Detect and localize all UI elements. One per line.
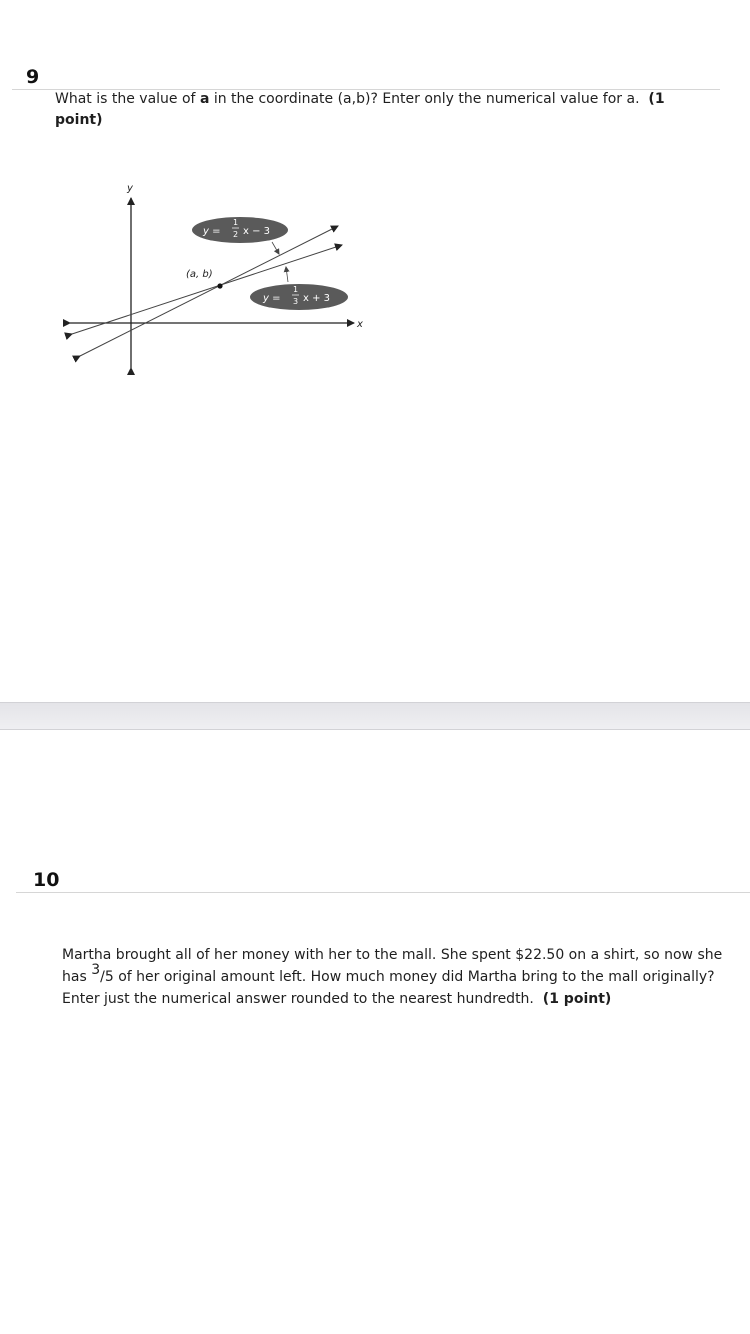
eq2-pointer (286, 267, 288, 282)
eq1-lhs: y = (203, 226, 221, 237)
intersection-point (217, 283, 222, 288)
fraction-denominator: /5 (100, 969, 114, 985)
y-axis-label: y (127, 183, 133, 194)
eq1-pointer (272, 242, 279, 254)
question-10-text-part1: Martha brought all of her money with her to the mall. She spent $22.50 on a shirt, so now she has (62, 947, 723, 985)
eq2-lhs: y = (263, 293, 281, 304)
eq2-num: 1 (293, 285, 299, 294)
question-10-text-part2: of her original amount left. How much money did Martha bring to the mall originally? Enter just the numerical answer rounded to the nearest hundredth. (62, 969, 715, 1007)
coordinate-graph (60, 178, 380, 378)
x-axis-label: x (357, 319, 363, 330)
eq1-den: 2 (233, 230, 239, 239)
question-9-text-start: What is the value of (55, 91, 200, 107)
equation-label-2 (250, 284, 348, 310)
question-9-text (55, 89, 695, 131)
eq2-den: 3 (293, 297, 299, 306)
point-label: (a, b) (186, 269, 213, 280)
equation-label-1 (192, 217, 288, 243)
question-9-variable: a (199, 91, 210, 107)
eq2-rhs: x + 3 (303, 293, 331, 304)
question-10-points: (1 point) (542, 991, 612, 1007)
question-10-text (62, 944, 726, 1010)
question-9-points: (1 point) (55, 91, 665, 128)
eq1-num: 1 (233, 218, 239, 227)
question-10-rule (16, 892, 750, 893)
question-9-number: 9 (26, 66, 40, 88)
question-10-number: 10 (33, 869, 60, 891)
question-divider (0, 702, 750, 730)
eq1-rhs: x − 3 (243, 226, 271, 237)
fraction-numerator: 3 (91, 962, 101, 978)
question-9-text-end: in the coordinate (a,b)? Enter only the numerical value for a. (209, 91, 640, 107)
